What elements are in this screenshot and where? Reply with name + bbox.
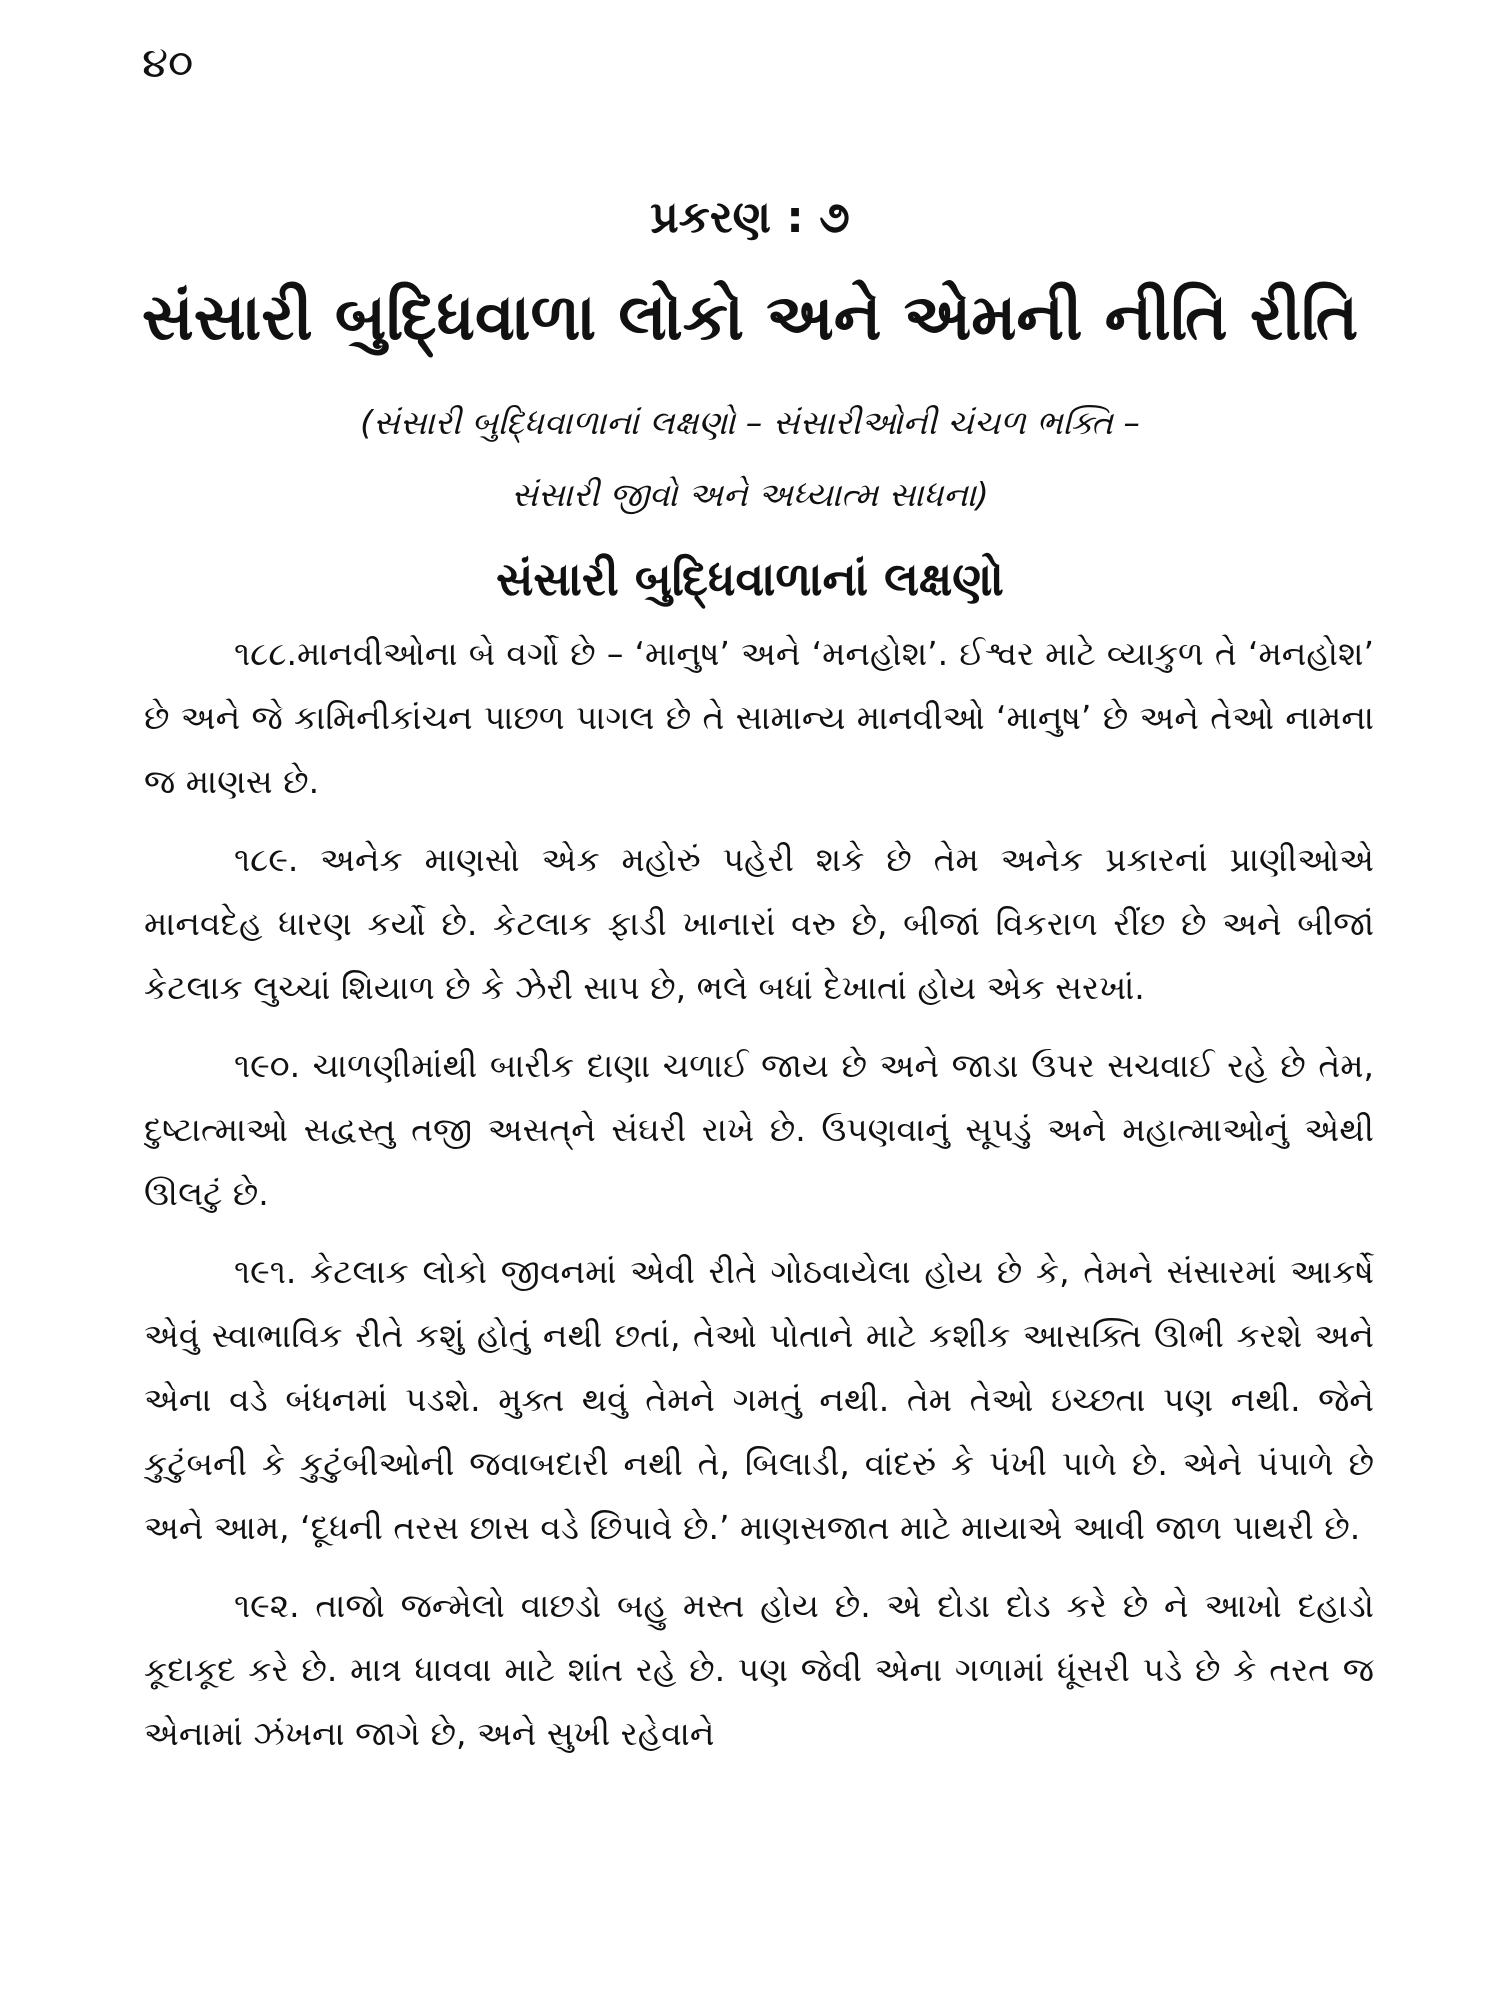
paragraph-191: ૧૯૧. કેટલાક લોકો જીવનમાં એવી રીતે ગોઠવાયેલા હોય છે કે, તેમને સંસારમાં આકર્ષે એવું સ્વાભાવિક રીતે કશું હોતું નથી છતાં, તેઓ પોતાને માટે કશીક આસક્તિ ઊભી કરશે અને એના વડે બંધનમાં પડશે. મુક્ત થવું તેમને ગમતું નથી. તેમ તેઓ ઇચ્છતા પણ નથી. જેને કુટુંબની કે કુટુંબીઓની જવાબદારી નથી તે, બિલાડી, વાંદરું કે પંખી પાળે છે. એને પંપાળે છે અને આમ, ‘દૂધની તરસ છાસ વડે છિપાવે છે.’ માણસજાત માટે માયાએ આવી જાળ પાથરી છે. xyxy=(144,1252,1374,1547)
chapter-subtitle-line: (સંસારી બુદ્ધિવાળાનાં લક્ષણો – સંસારીઓની ચંચળ ભક્તિ – xyxy=(360,403,1140,442)
body-text xyxy=(144,622,1374,1982)
paragraph-189: ૧૮૯. અનેક માણસો એક મહોરું પહેરી શકે છે તેમ અનેક પ્રકારનાં પ્રાણીઓએ માનવદેહ ધારણ કર્યો છે. કેટલાક ફાડી ખાનારાં વરુ છે, બીજાં વિકરાળ રીંછ છે અને બીજાં કેટલાક લુચ્ચાં શિયાળ છે કે ઝેરી સાપ છે, ભલે બધાં દેખાતાં હોય એક સરખાં. xyxy=(144,840,1374,1007)
chapter-title: સંસારી બુદ્ધિવાળા લોકો અને એમની નીતિ રીતિ xyxy=(141,281,1359,355)
paragraph-190: ૧૯૦. ચાળણીમાંથી બારીક દાણા ચળાઈ જાય છે અને જાડા ઉપર સચવાઈ રહે છે તેમ, દુષ્ટાત્માઓ સદ્વસ્તુ તજી અસત્‌ને સંઘરી રાખે છે. ઉપણવાનું સૂપડું અને મહાત્માઓનું એથી ઊલટું છે. xyxy=(144,1046,1374,1213)
page-number: ૪૦ xyxy=(142,38,194,87)
chapter-label: પ્રકરણ : ૭ xyxy=(650,192,850,243)
section-heading: સંસારી બુદ્ધિવાળાનાં લક્ષણો xyxy=(496,552,1004,606)
paragraph-188: ૧૮૮.માનવીઓના બે વર્ગો છે – ‘માનુષ’ અને ‘મનહોશ’. ઈશ્વર માટે વ્યાકુળ તે ‘મનહોશ’ છે અને જે કામિનીકાંચન પાછળ પાગલ છે તે સામાન્ય માનવીઓ ‘માનુષ’ છે અને તેઓ નામના જ માણસ છે. xyxy=(144,634,1374,801)
paragraph-192: ૧૯૨. તાજો જન્મેલો વાછડો બહુ મસ્ત હોય છે. એ દોડા દોડ કરે છે ને આખો દહાડો કૂદાકૂદ કરે છે. માત્ર ધાવવા માટે શાંત રહે છે. પણ જેવી એના ગળામાં ધૂંસરી પડે છે કે તરત જ એનામાં ઝંખના જાગે છે, અને સુખી રહેવાને xyxy=(144,1586,1374,1753)
chapter-subtitle-line: સંસારી જીવો અને અધ્યાત્મ સાધના) xyxy=(511,475,989,514)
